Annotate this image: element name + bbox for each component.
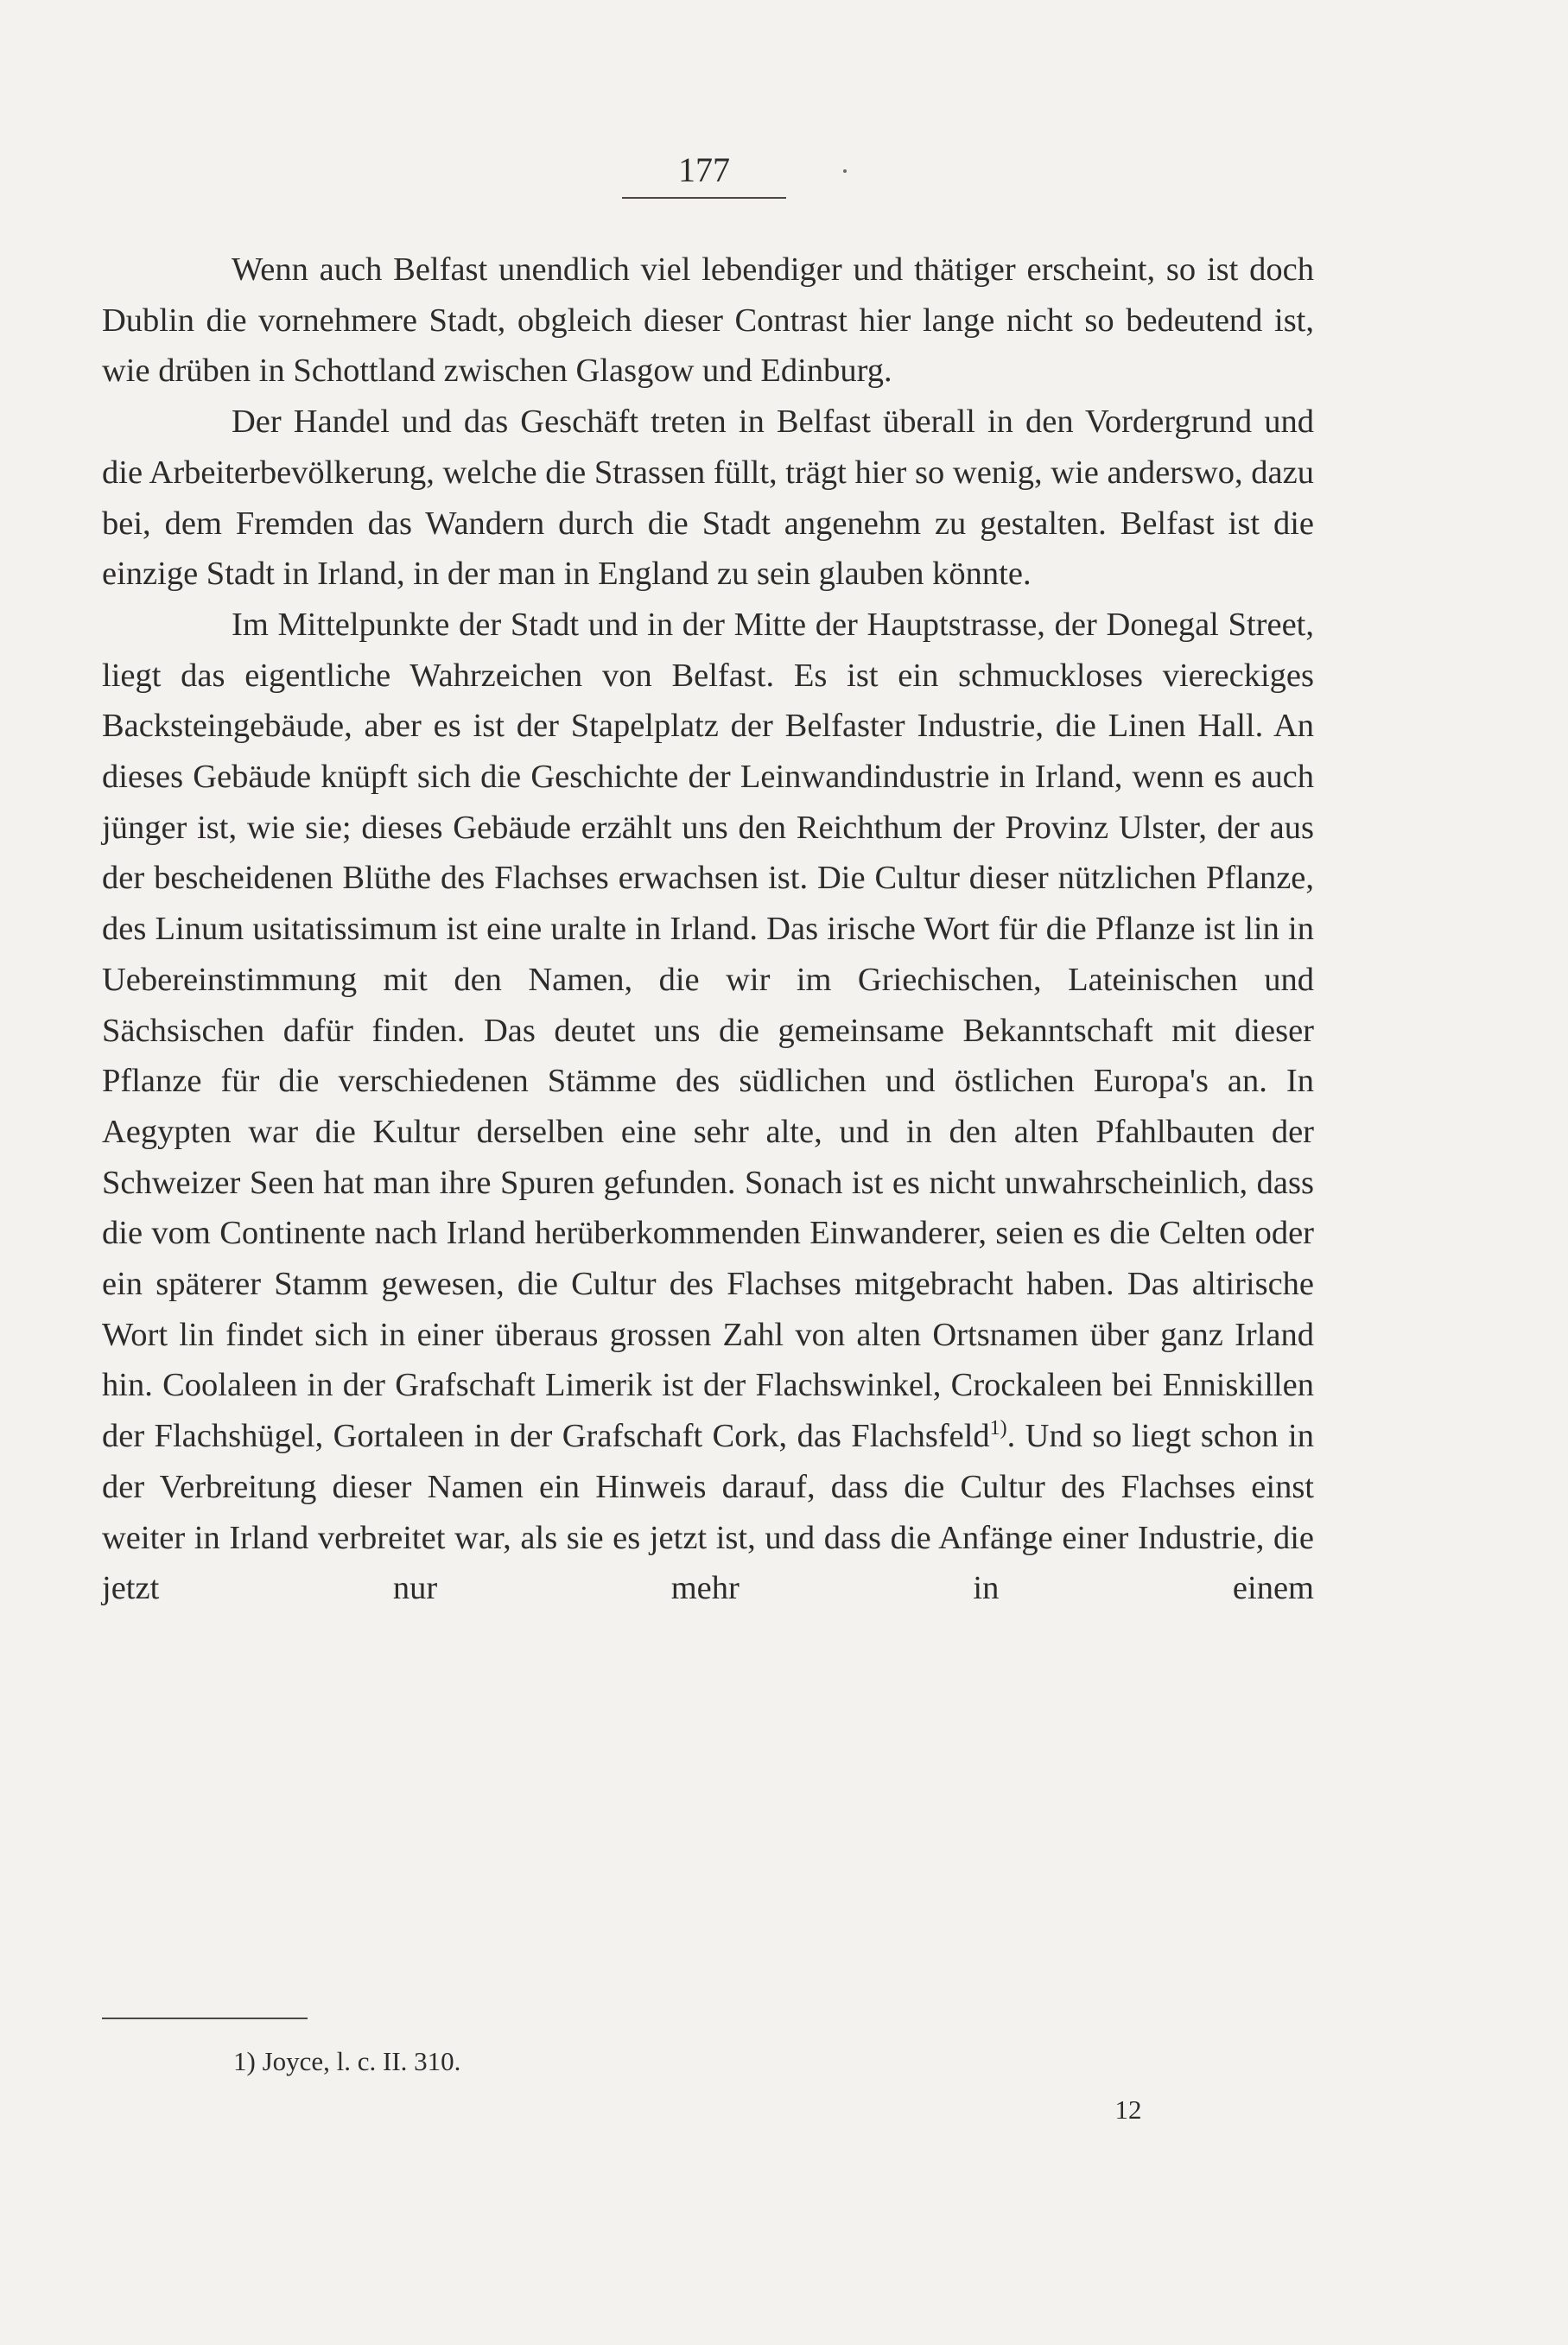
paragraph-text: Im Mittelpunkte der Stadt und in der Mitte der Hauptstrasse, der Donegal Street, liegt das eigentliche Wahrzeichen von Belfast. Es ist ein schmuckloses viereckiges Backsteingebäude, aber es ist der Stapelplatz der Belfaster Industrie, die Linen Hall. An dieses Gebäude knüpft sich die Geschichte der Leinwandindustrie in Irland, wenn es auch jünger ist, wie sie; dieses Gebäude erzählt uns den Reichthum der Provinz Ulster, der aus der bescheidenen Blüthe des Flachses erwachsen ist. Die Cultur dieser nützlichen Pflanze, des Linum usitatissimum ist eine uralte in Irland. Das irische Wort für die Pflanze ist lin in Uebereinstimmung mit den Namen, die wir im Griechischen, Lateinischen und Sächsischen dafür finden. Das deutet uns die gemeinsame Bekanntschaft mit dieser Pflanze für die verschiedenen Stämme des südlichen und östlichen Europa's an. In Aegypten war die Kultur derselben eine sehr alte, und in den alten Pfahlbauten der Schweizer Seen hat man ihre Spuren gefunden. Sonach ist es nicht unwahrscheinlich, dass die vom Continente nach Irland herüberkommenden Einwanderer, seien es die Celten oder ein späterer Stamm gewesen, die Cultur des Flachses mitgebracht haben. Das altirische Wort lin findet sich in einer überaus grossen Zahl von alten Ortsnamen über ganz Irland hin. Coolaleen in der Grafschaft Limerik ist der Flachswinkel, Crockaleen bei Enniskillen der Flachshügel, Gortaleen in der Grafschaft Cork, das Flachsfeld	[102, 606, 1314, 1455]
footnote: 1) Joyce, l. c. II. 310.	[233, 2046, 461, 2076]
paragraph: Der Handel und das Geschäft treten in Belfast überall in den Vordergrund und die Arbeiterbevölkerung, welche die Strassen füllt, trägt hier so wenig, wie anderswo, dazu bei, dem Fremden das Wandern durch die Stadt angenehm zu gestalten. Belfast ist die einzige Stadt in Irland, in der man in England zu sein glauben könnte.	[102, 404, 1314, 593]
footnote-reference[interactable]: 1)	[989, 1417, 1007, 1440]
footnote-divider	[102, 2018, 308, 2019]
page-number: 177	[622, 149, 786, 199]
print-speck	[843, 169, 847, 173]
paragraph-continuation: . Und so liegt schon in der Verbreitung dieser Namen ein Hinweis darauf, dass die Cultur des Flachses einst weiter in Irland verbreitet war, als sie es jetzt ist, und dass die Anfänge einer Industrie, die jetzt nur mehr in einem	[102, 1418, 1314, 1607]
signature-mark: 12	[1114, 2094, 1142, 2125]
paragraph: Wenn auch Belfast unendlich viel lebendiger und thätiger erscheint, so ist doch Dublin die vornehmere Stadt, obgleich dieser Contrast hier lange nicht so bedeutend ist, wie drüben in Schottland zwischen Glasgow und Edinburg.	[102, 251, 1314, 390]
body-text	[102, 245, 1314, 1614]
paragraph	[102, 600, 1314, 1614]
